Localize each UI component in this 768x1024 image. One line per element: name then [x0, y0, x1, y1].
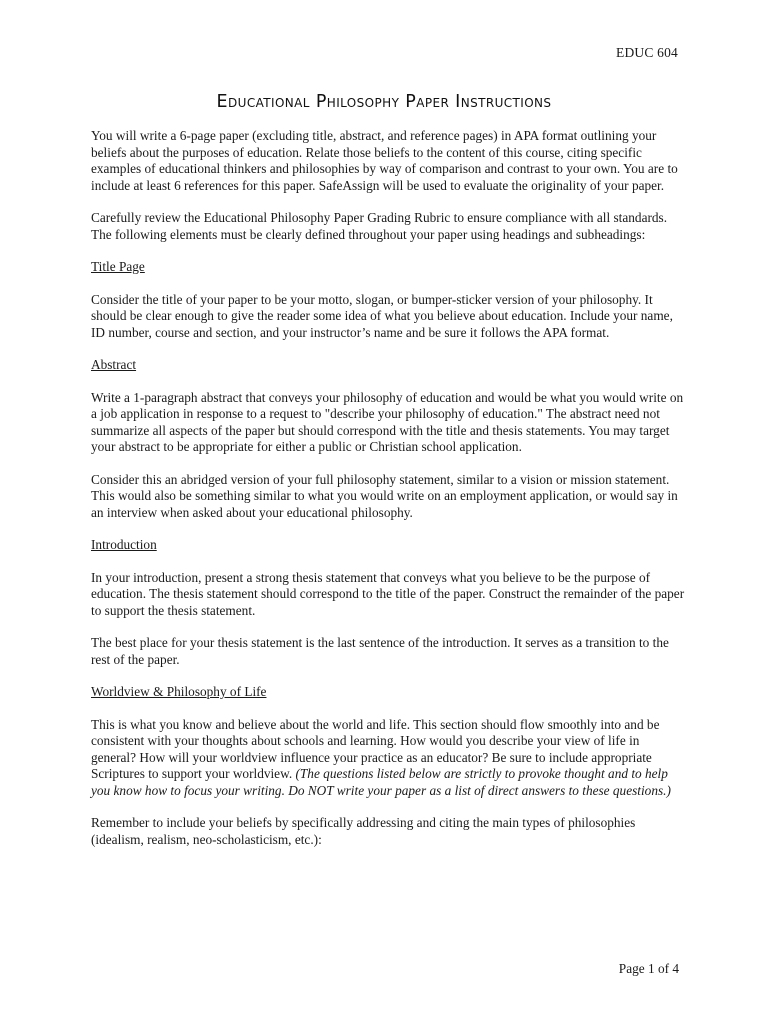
- document-body: [91, 128, 687, 864]
- worldview-paragraph-text: This is what you know and believe about the world and life. This section should flow smoothly into and be consistent with your thoughts about schools and learning. How would you describe your view of life in general? How will your worldview influence your practice as an educator? Be sure to include appropriate Scriptures to support your worldview.: [91, 716, 660, 781]
- worldview-paragraph-note: (The questions listed below are strictly to provoke thought and to help you know how to focus your writing. Do NOT write your paper as a list of direct answers to these questions.): [91, 766, 671, 798]
- introduction-paragraph: The best place for your thesis statement is the last sentence of the introduction. It serves as a transition to the rest of the paper.: [91, 635, 669, 667]
- abstract-paragraph: Write a 1-paragraph abstract that conveys your philosophy of education and would be what you would write on a job application in response to a request to "describe your philosophy of education." The abstract need not summarize all aspects of the paper but should correspond with the title and thesis statements. You may target your abstract to be appropriate for either a public or Christian school application.: [91, 389, 684, 454]
- section-heading-worldview: Worldview & Philosophy of Life: [91, 684, 267, 699]
- title-page-paragraph: Consider the title of your paper to be your motto, slogan, or bumper-sticker version of your philosophy. It should be clear enough to give the reader some idea of what you believe about education. Include your name, ID number, course and section, and your instructor’s name and be sure it follows the APA format.: [91, 291, 673, 340]
- course-code: EDUC 604: [616, 45, 678, 60]
- page-number: Page 1 of 4: [618, 961, 679, 976]
- abstract-paragraph: Consider this an abridged version of your full philosophy statement, similar to a vision or mission statement. This would also be something similar to what you would write on an employment application, or would say in an interview when asked about your educational philosophy.: [91, 471, 678, 520]
- intro-paragraph: You will write a 6-page paper (excluding title, abstract, and reference pages) in APA format outlining your beliefs about the purposes of education. Relate those beliefs to the content of this course, citing specific examples of educational thinkers and philosophies by way of comparison and contrast to your own. You are to include at least 6 references for this paper. SafeAssign will be used to evaluate the originality of your paper.: [91, 128, 678, 193]
- intro-paragraph: Carefully review the Educational Philosophy Paper Grading Rubric to ensure compliance with all standards. The following elements must be clearly defined throughout your paper using headings and subheadings:: [91, 210, 668, 242]
- section-heading-introduction: Introduction: [91, 537, 157, 552]
- section-heading-title-page: Title Page: [91, 259, 145, 274]
- worldview-paragraph: [91, 717, 687, 800]
- worldview-paragraph: Remember to include your beliefs by specifically addressing and citing the main types of philosophies (idealism, realism, neo-scholasticism, etc.):: [91, 815, 636, 847]
- section-heading-abstract: Abstract: [91, 357, 137, 372]
- page-title: Educational Philosophy Paper Instructions: [216, 92, 552, 112]
- introduction-paragraph: In your introduction, present a strong thesis statement that conveys what you believe to be the purpose of education. The thesis statement should correspond to the title of the paper. Construct the remainder of the paper to support the thesis statement.: [91, 569, 685, 618]
